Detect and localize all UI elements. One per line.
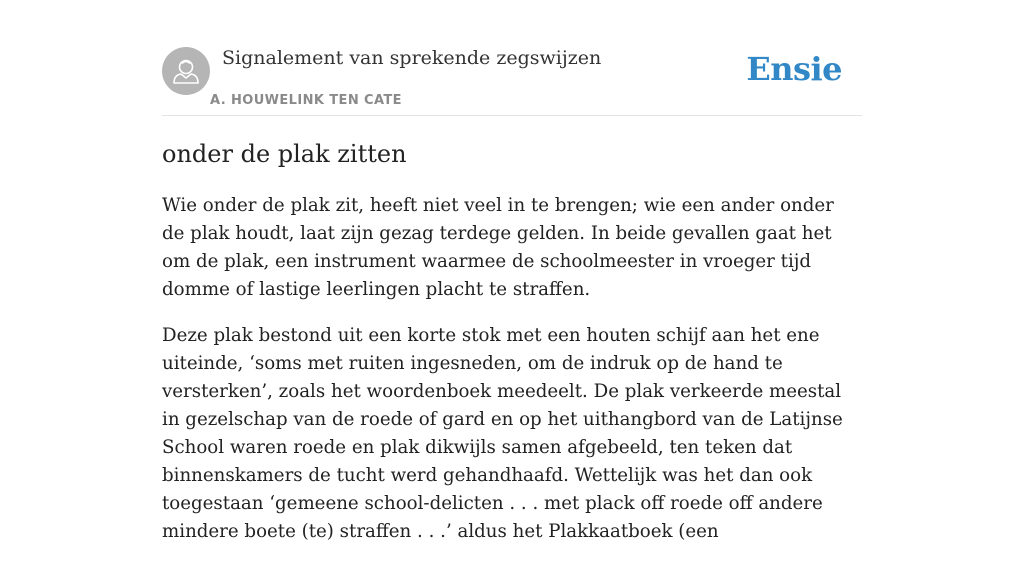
avatar[interactable] xyxy=(162,47,210,95)
user-placeholder-icon xyxy=(162,47,210,95)
ensie-logo[interactable]: Ensie xyxy=(746,50,842,88)
paragraph: Wie onder de plak zit, heeft niet veel in te brengen; wie een ander onder de plak houdt, laat zijn gezag terdege gelden. In beide gevallen gaat het om de plak, een instrument waarmee de schoolmeester in vroeger tijd domme of lastige leerlingen placht te straffen. xyxy=(162,195,834,300)
book-title[interactable]: Signalement van sprekende zegswijzen xyxy=(222,47,602,69)
content-container xyxy=(162,0,862,542)
entry-body xyxy=(162,192,862,564)
author-name[interactable]: A. HOUWELINK TEN CATE xyxy=(210,93,402,108)
entry-header xyxy=(162,0,862,116)
paragraph: Deze plak bestond uit een korte stok met een houten schijf aan het ene uiteinde, ‘soms met ruiten ingesneden, om de indruk op de hand te versterken’, zoals het woordenboek meedeelt. De plak verkeerde meestal in gezelschap van de roede of gard en op het uithangbord van de Latijnse School waren roede en plak dikwijls samen afgebeeld, ten teken dat binnenskamers de tucht werd gehandhaafd. Wettelijk was het dan ook toegestaan ‘gemeene school-delicten . . . met plack off roede off andere mindere boete (te) straffen . . .’ aldus het Plakkaatboek (een xyxy=(162,325,843,542)
entry-title: onder de plak zitten xyxy=(162,140,407,168)
